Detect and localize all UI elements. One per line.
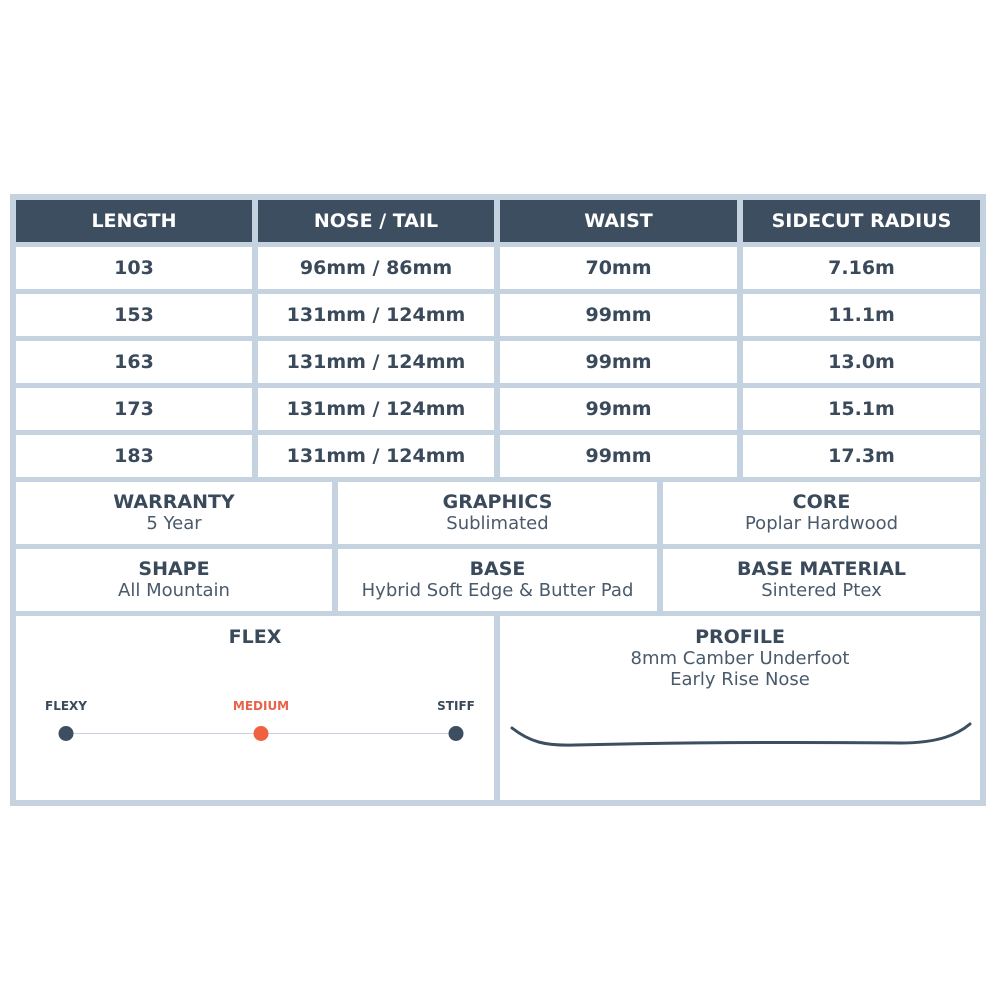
cell-value: 11.1m bbox=[828, 304, 895, 326]
cell-value: 153 bbox=[114, 304, 154, 326]
profile-title: PROFILE bbox=[695, 626, 785, 648]
cell-value: 70mm bbox=[585, 257, 652, 279]
spec-label: BASE MATERIAL bbox=[736, 558, 907, 580]
spec-chart bbox=[10, 194, 986, 806]
cell-value: 13.0m bbox=[828, 351, 895, 373]
flex-tick-medium: MEDIUM bbox=[232, 699, 290, 713]
profile-panel bbox=[500, 616, 980, 800]
table-cell-length bbox=[16, 435, 252, 477]
spec-value: Poplar Hardwood bbox=[744, 513, 899, 534]
flex-tick-stiff: STIFF bbox=[437, 699, 475, 713]
cell-value: 15.1m bbox=[828, 398, 895, 420]
header-sidecut-radius-label: SIDECUT RADIUS bbox=[771, 210, 952, 232]
cell-value: 173 bbox=[114, 398, 154, 420]
table-cell-waist bbox=[500, 341, 737, 383]
flex-dot-medium bbox=[254, 726, 269, 741]
table-cell-nose-tail bbox=[258, 388, 494, 430]
table-cell-sidecut bbox=[743, 247, 980, 289]
spec-value: All Mountain bbox=[118, 580, 230, 601]
spec-core bbox=[663, 482, 980, 544]
table-cell-length bbox=[16, 341, 252, 383]
spec-label: WARRANTY bbox=[113, 491, 235, 513]
cell-value: 163 bbox=[114, 351, 154, 373]
profile-line-2: Early Rise Nose bbox=[670, 669, 810, 690]
header-waist bbox=[500, 200, 737, 242]
table-cell-nose-tail bbox=[258, 247, 494, 289]
cell-value: 131mm / 124mm bbox=[286, 398, 466, 420]
header-length bbox=[16, 200, 252, 242]
board-profile-curve bbox=[512, 724, 970, 745]
cell-value: 7.16m bbox=[828, 257, 895, 279]
table-cell-length bbox=[16, 388, 252, 430]
spec-shape bbox=[16, 549, 332, 611]
cell-value: 17.3m bbox=[828, 445, 895, 467]
table-cell-nose-tail bbox=[258, 341, 494, 383]
flex-scale bbox=[16, 616, 494, 800]
profile-line-1: 8mm Camber Underfoot bbox=[630, 648, 850, 669]
spec-label: SHAPE bbox=[138, 558, 210, 580]
table-cell-length bbox=[16, 247, 252, 289]
flex-tick-flexy: FLEXY bbox=[45, 699, 87, 713]
cell-value: 99mm bbox=[585, 445, 652, 467]
cell-value: 99mm bbox=[585, 398, 652, 420]
flex-title: FLEX bbox=[228, 626, 282, 648]
table-cell-waist bbox=[500, 294, 737, 336]
table-cell-sidecut bbox=[743, 294, 980, 336]
header-waist-label: WAIST bbox=[584, 210, 653, 232]
header-length-label: LENGTH bbox=[91, 210, 177, 232]
spec-value: Sintered Ptex bbox=[761, 580, 882, 601]
table-cell-nose-tail bbox=[258, 294, 494, 336]
spec-value: Hybrid Soft Edge & Butter Pad bbox=[361, 580, 634, 601]
cell-value: 131mm / 124mm bbox=[286, 351, 466, 373]
spec-label: GRAPHICS bbox=[442, 491, 553, 513]
table-cell-sidecut bbox=[743, 388, 980, 430]
flex-dot-flexy bbox=[59, 726, 74, 741]
table-cell-waist bbox=[500, 435, 737, 477]
spec-label: BASE bbox=[469, 558, 526, 580]
flex-dot-stiff bbox=[449, 726, 464, 741]
cell-value: 103 bbox=[114, 257, 154, 279]
table-cell-length bbox=[16, 294, 252, 336]
spec-base-material bbox=[663, 549, 980, 611]
table-cell-sidecut bbox=[743, 435, 980, 477]
spec-label: CORE bbox=[792, 491, 851, 513]
cell-value: 99mm bbox=[585, 304, 652, 326]
cell-value: 96mm / 86mm bbox=[299, 257, 453, 279]
cell-value: 99mm bbox=[585, 351, 652, 373]
table-cell-waist bbox=[500, 388, 737, 430]
table-cell-nose-tail bbox=[258, 435, 494, 477]
cell-value: 131mm / 124mm bbox=[286, 445, 466, 467]
header-nose-tail bbox=[258, 200, 494, 242]
profile-curve-graphic bbox=[500, 616, 980, 800]
spec-base bbox=[338, 549, 657, 611]
spec-value: 5 Year bbox=[146, 513, 202, 534]
spec-graphics bbox=[338, 482, 657, 544]
cell-value: 131mm / 124mm bbox=[286, 304, 466, 326]
header-nose-tail-label: NOSE / TAIL bbox=[313, 210, 439, 232]
cell-value: 183 bbox=[114, 445, 154, 467]
table-cell-waist bbox=[500, 247, 737, 289]
table-cell-sidecut bbox=[743, 341, 980, 383]
spec-warranty bbox=[16, 482, 332, 544]
flex-panel bbox=[16, 616, 494, 800]
header-sidecut-radius bbox=[743, 200, 980, 242]
spec-value: Sublimated bbox=[446, 513, 549, 534]
